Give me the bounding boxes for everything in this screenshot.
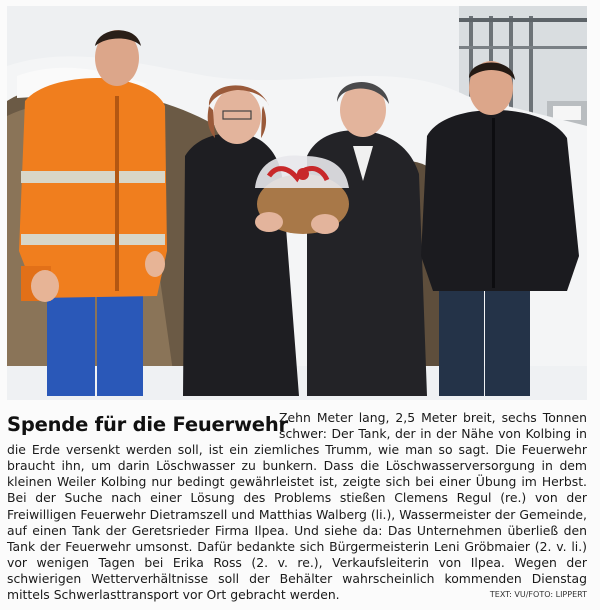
- article-headline: Spende für die Feuerwehr: [7, 413, 288, 436]
- photo-scene: [7, 6, 587, 400]
- article-photo: [7, 6, 587, 400]
- headline-spacer: [7, 410, 279, 440]
- article-body-text: Zehn Meter lang, 2,5 Meter breit, sechs Tonnen schwer: Der Tank, der in der Nähe von Kolbing in die Erde versenkt werden soll, ist ein ziemliches Trumm, wie man so sagt. Die Feuerwehr braucht ihn, um darin Löschwasser zu bunkern. Dass die Löschwasserversorgung in dem kleinen Weiler Kolbing nur bedingt gewährleistet ist, zeigte sich bei einer Übung im Herbst. Bei der Suche nach einer Lösung des Problems stießen Clemens Regul (re.) von der Freiwilligen Feuerwehr Dietramszell und Matthias Walberg (li.), Wassermeister der Gemeinde, auf einen Tank der Geretsrieder Firma Ilpea. Und siehe da: Das Unternehmen überließ den Tank der Feuerwehr umsonst. Dafür bedankte sich Bürgermeisterin Leni Gröbmaier (2. v. li.) vor wenigen Tagen bei Erika Ross (2. v. re.), Verkaufsleiterin von Ilpea. Wegen der schwierigen Wetterverhältnisse soll der Behälter wahrscheinlich kommenden Dienstag mittels Schwerlasttransport vor Ort gebracht werden.: [7, 410, 587, 603]
- photo-credit: TEXT: VU/FOTO: LIPPERT: [489, 590, 587, 599]
- article-body: [7, 410, 587, 603]
- gift-basket: [255, 155, 349, 234]
